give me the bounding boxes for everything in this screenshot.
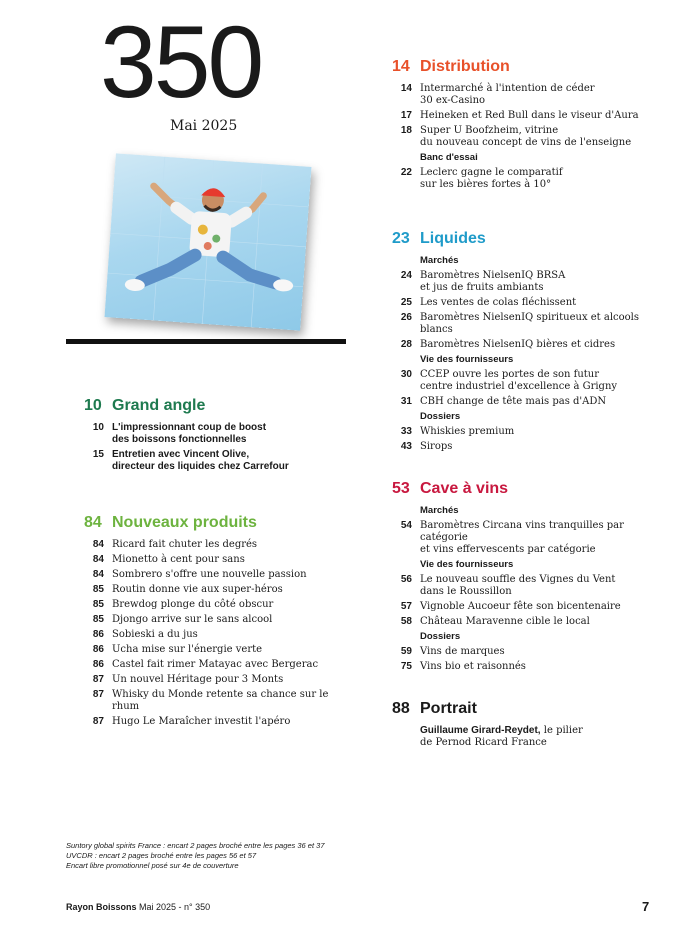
section-heading[interactable]	[392, 58, 652, 80]
entry-page: 28	[400, 339, 412, 350]
entry-page: 59	[400, 646, 412, 657]
toc-entry[interactable]	[392, 297, 652, 309]
section-heading[interactable]	[392, 700, 652, 722]
toc-entry[interactable]	[84, 599, 354, 611]
toc-entry[interactable]	[392, 125, 652, 149]
entry-text: Baromètres NielsenIQ BRSA et jus de fruits ambiants	[420, 270, 566, 293]
entry-text: Sobieski a du jus	[112, 629, 198, 640]
subsection-heading: Marchés	[420, 505, 459, 516]
entry-text: Vins bio et raisonnés	[420, 661, 526, 672]
entry-page: 25	[400, 297, 412, 308]
toc-entry[interactable]	[392, 616, 662, 628]
section-page-number: 14	[392, 58, 410, 75]
toc-entry[interactable]	[392, 339, 652, 351]
magazine-name: Rayon Boissons	[66, 902, 137, 912]
section-cave-a-vins	[392, 480, 662, 673]
entry-text: Le nouveau souffle des Vignes du Vent dans le Roussillon	[420, 574, 616, 597]
entry-text: Guillaume Girard-Reydet, le pilier de Pernod Ricard France	[420, 725, 583, 748]
entry-text: Château Maravenne cible le local	[420, 616, 590, 627]
toc-entry[interactable]	[84, 716, 354, 728]
toc-entry[interactable]	[84, 629, 354, 641]
page-number: 7	[642, 899, 650, 914]
toc-entry[interactable]	[392, 83, 652, 107]
toc-entry[interactable]	[392, 725, 652, 749]
entry-text: CBH change de tête mais pas d'ADN	[420, 396, 607, 407]
toc-entry[interactable]	[84, 584, 354, 596]
entry-text: Super U Boofzheim, vitrine du nouveau concept de vins de l'enseigne	[420, 125, 632, 148]
footnote: Encart libre promotionnel posé sur 4e de couverture	[66, 861, 239, 870]
entry-page: 75	[400, 661, 412, 672]
entry-text: Djongo arrive sur le sans alcool	[112, 614, 273, 625]
entry-text: Vignoble Aucoeur fête son bicentenaire	[420, 601, 621, 612]
entry-text: Baromètres NielsenIQ spiritueux et alcools blancs	[420, 312, 640, 335]
entry-page: 30	[400, 369, 412, 380]
entry-page: 10	[92, 422, 104, 433]
entry-page: 54	[400, 520, 412, 531]
section-title: Distribution	[420, 58, 510, 75]
entry-page: 18	[400, 125, 412, 136]
entry-page: 87	[92, 716, 104, 727]
insert-footnotes	[66, 841, 366, 871]
entry-page: 87	[92, 674, 104, 685]
entry-text: Sombrero s'offre une nouvelle passion	[112, 569, 307, 580]
entry-page: 86	[92, 629, 104, 640]
toc-entry[interactable]	[392, 574, 662, 598]
section-nouveaux-produits	[84, 514, 354, 728]
toc-entry[interactable]	[392, 369, 652, 393]
toc-entry[interactable]	[392, 270, 652, 294]
entry-text: Ricard fait chuter les degrés	[112, 539, 258, 550]
issue-number: 350	[100, 5, 262, 119]
entry-page: 56	[400, 574, 412, 585]
entry-page: 58	[400, 616, 412, 627]
entry-text: Routin donne vie aux super-héros	[112, 584, 283, 595]
entry-text: Castel fait rimer Matayac avec Bergerac	[112, 659, 319, 670]
section-title: Nouveaux produits	[112, 514, 257, 531]
entry-page: 26	[400, 312, 412, 323]
entry-text: Baromètres NielsenIQ bières et cidres	[420, 339, 616, 350]
entry-text: Brewdog plonge du côté obscur	[112, 599, 274, 610]
entry-page: 15	[92, 449, 104, 460]
toc-entry[interactable]	[392, 110, 652, 122]
toc-entry[interactable]	[84, 569, 354, 581]
entry-text: CCEP ouvre les portes de son futur centre industriel d'excellence à Grigny	[420, 369, 618, 392]
entry-page: 17	[400, 110, 412, 121]
entry-page: 86	[92, 659, 104, 670]
toc-entry[interactable]	[84, 422, 344, 446]
toc-entry[interactable]	[84, 539, 354, 551]
entry-text: L'impressionnant coup de boost des boissons fonctionnelles	[112, 422, 267, 445]
entry-page: 85	[92, 584, 104, 595]
section-heading[interactable]	[392, 230, 652, 252]
footnote: Suntory global spirits France : encart 2 pages broché entre les pages 36 et 37	[66, 841, 325, 850]
toc-entry[interactable]	[392, 426, 652, 438]
toc-entry[interactable]	[392, 661, 662, 673]
section-page-number: 10	[84, 397, 102, 414]
section-title: Grand angle	[112, 397, 206, 414]
entry-page: 24	[400, 270, 412, 281]
entry-text: Vins de marques	[420, 646, 505, 657]
entry-page: 57	[400, 601, 412, 612]
section-page-number: 84	[84, 514, 102, 531]
subsection-heading: Vie des fournisseurs	[420, 559, 514, 570]
entry-text: Sirops	[420, 441, 453, 452]
entry-text: Heineken et Red Bull dans le viseur d'Aura	[420, 110, 639, 121]
toc-entry[interactable]	[84, 614, 354, 626]
toc-entry[interactable]	[84, 449, 344, 473]
section-heading[interactable]	[84, 514, 354, 536]
entry-text: Ucha mise sur l'énergie verte	[112, 644, 263, 655]
section-title: Liquides	[420, 230, 486, 247]
entry-page: 43	[400, 441, 412, 452]
entry-page: 87	[92, 689, 104, 700]
entry-text: Baromètres Circana vins tranquilles par catégorie et vins effervescents par catégorie	[420, 520, 624, 555]
entry-text: Leclerc gagne le comparatif sur les bières fortes à 10°	[420, 167, 563, 190]
section-heading[interactable]	[84, 397, 344, 419]
section-title: Portrait	[420, 700, 477, 717]
entry-page	[392, 725, 420, 749]
entry-text: Whiskies premium	[420, 426, 515, 437]
toc-entry[interactable]	[392, 646, 662, 658]
toc-entry[interactable]	[84, 554, 354, 566]
toc-entry[interactable]	[392, 520, 662, 556]
toc-entry[interactable]	[392, 441, 652, 453]
entry-text: Entretien avec Vincent Olive, directeur des liquides chez Carrefour	[112, 449, 289, 472]
entry-text: Mionetto à cent pour sans	[112, 554, 245, 565]
issue-info: Mai 2025 - n° 350	[136, 902, 211, 912]
toc-entry[interactable]	[84, 659, 354, 671]
entry-page: 85	[92, 599, 104, 610]
entry-text: Whisky du Monde retente sa chance sur le rhum	[112, 689, 329, 712]
toc-entry[interactable]	[392, 167, 652, 191]
entry-text: Les ventes de colas fléchissent	[420, 297, 577, 308]
section-heading[interactable]	[392, 480, 662, 502]
cover-photo-jumping-man	[105, 153, 312, 330]
subsection-heading: Dossiers	[420, 631, 461, 642]
subsection-heading: Dossiers	[420, 411, 461, 422]
toc-entry[interactable]	[392, 396, 652, 408]
section-page-number: 53	[392, 480, 410, 497]
section-distribution	[392, 58, 652, 191]
entry-text: Un nouvel Héritage pour 3 Monts	[112, 674, 284, 685]
section-title: Cave à vins	[420, 480, 509, 497]
toc-entry[interactable]	[392, 601, 662, 613]
issue-date: Mai 2025	[170, 118, 238, 134]
entry-text: Hugo Le Maraîcher investit l'apéro	[112, 716, 291, 727]
toc-entry[interactable]	[84, 689, 354, 713]
toc-entry[interactable]	[84, 644, 354, 656]
entry-page: 84	[92, 569, 104, 580]
entry-page: 33	[400, 426, 412, 437]
entry-page: 14	[400, 83, 412, 94]
section-grand-angle	[84, 397, 344, 473]
entry-page: 22	[400, 167, 412, 178]
subsection-heading: Vie des fournisseurs	[420, 354, 514, 365]
entry-text: Intermarché à l'intention de céder 30 ex-Casino	[420, 83, 595, 106]
footer-magazine-info	[66, 902, 210, 912]
entry-page: 84	[92, 554, 104, 565]
section-page-number: 88	[392, 700, 410, 717]
photo-rule	[66, 339, 346, 344]
section-page-number: 23	[392, 230, 410, 247]
entry-page: 84	[92, 539, 104, 550]
toc-entry[interactable]	[84, 674, 354, 686]
entry-page: 85	[92, 614, 104, 625]
subsection-heading: Banc d'essai	[420, 152, 478, 163]
footnote: UVCDR : encart 2 pages broché entre les pages 56 et 57	[66, 851, 257, 860]
toc-entry[interactable]	[392, 312, 652, 336]
subsection-heading: Marchés	[420, 255, 459, 266]
entry-page: 86	[92, 644, 104, 655]
section-portrait	[392, 700, 652, 749]
section-liquides	[392, 230, 652, 453]
entry-page: 31	[400, 396, 412, 407]
